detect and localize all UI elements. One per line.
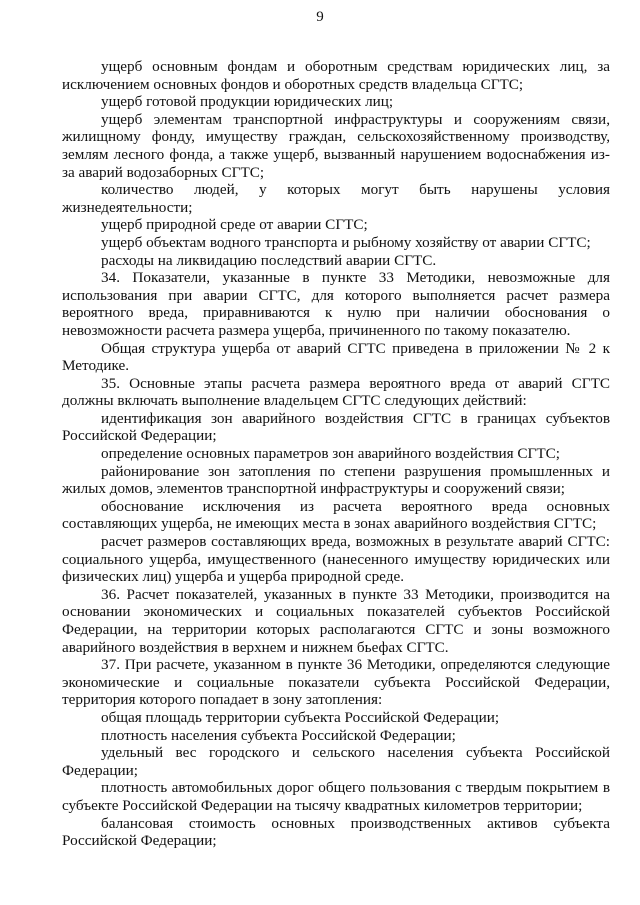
- paragraph-point-37: 37. При расчете, указанном в пункте 36 Методики, определяются следующие экономические и социальные показатели субъекта Российской Федерации, территория которого попадает в зону затопления:: [62, 656, 610, 709]
- paragraph: ущерб элементам транспортной инфраструктуры и сооружениям связи, жилищному фонду, имуществу граждан, сельскохозяйственному производству, землям лесного фонда, а также ущерб, вызванный нарушением водоснабжения из-за аварий водозаборных СГТС;: [62, 110, 610, 181]
- paragraph: ущерб основным фондам и оборотным средствам юридических лиц, за исключением основных фондов и оборотных средств владельца СГТС;: [62, 58, 610, 93]
- paragraph: определение основных параметров зон аварийного воздействия СГТС;: [101, 445, 560, 463]
- paragraph: плотность автомобильных дорог общего пользования с твердым покрытием в субъекте Российской Федерации на тысячу квадратных километров территории;: [62, 779, 610, 814]
- paragraph: ущерб природной среде от аварии СГТС;: [101, 216, 368, 234]
- paragraph: ущерб объектам водного транспорта и рыбному хозяйству от аварии СГТС;: [101, 233, 591, 251]
- page-number: 9: [316, 9, 324, 25]
- paragraph: обоснование исключения из расчета вероятного вреда основных составляющих ущерба, не имеющих места в зонах аварийного воздействия СГТС;: [62, 497, 610, 533]
- paragraph-point-35: 35. Основные этапы расчета размера вероятного вреда от аварий СГТС должны включать выполнение владельцем СГТС следующих действий:: [62, 374, 610, 410]
- paragraph: районирование зон затопления по степени разрушения промышленных и жилых домов, элементов транспортной инфраструктуры и сооружений связи;: [62, 462, 610, 498]
- paragraph: количество людей, у которых могут быть нарушены условия жизнедеятельности;: [62, 181, 610, 216]
- paragraph: балансовая стоимость основных производственных активов субъекта Российской Федерации;: [62, 814, 610, 850]
- paragraph: расходы на ликвидацию последствий аварии СГТС.: [101, 251, 437, 269]
- paragraph: Общая структура ущерба от аварий СГТС приведена в приложении № 2 к Методике.: [62, 339, 610, 375]
- paragraph: расчет размеров составляющих вреда, возможных в результате аварий СГТС: социального ущерба, имущественного (нанесенного имуществу юридических или физических лиц) ущерба и ущерба природной среде.: [62, 533, 610, 586]
- paragraph: общая площадь территории субъекта Российской Федерации;: [101, 708, 500, 726]
- paragraph-point-34: 34. Показатели, указанные в пункте 33 Методики, невозможные для использования при аварии СГТС, для которого выполняется расчет размера вероятного вреда, приравниваются к нулю при наличии обоснования о невозможности расчета размера ущерба, причиненного по такому показателю.: [62, 269, 610, 339]
- paragraph: идентификация зон аварийного воздействия СГТС в границах субъектов Российской Федерации;: [62, 409, 610, 445]
- paragraph: удельный вес городского и сельского населения субъекта Российской Федерации;: [62, 744, 610, 779]
- paragraph-point-36: 36. Расчет показателей, указанных в пункте 33 Методики, производится на основании экономических и социальных показателей субъектов Российской Федерации, на территории которых располагаются СГТС и зоны возможного аварийного воздействия в верхнем и нижнем бьефах СГТС.: [62, 585, 610, 656]
- document-body: [62, 58, 610, 850]
- paragraph: ущерб готовой продукции юридических лиц;: [101, 93, 394, 111]
- paragraph: плотность населения субъекта Российской Федерации;: [101, 726, 456, 744]
